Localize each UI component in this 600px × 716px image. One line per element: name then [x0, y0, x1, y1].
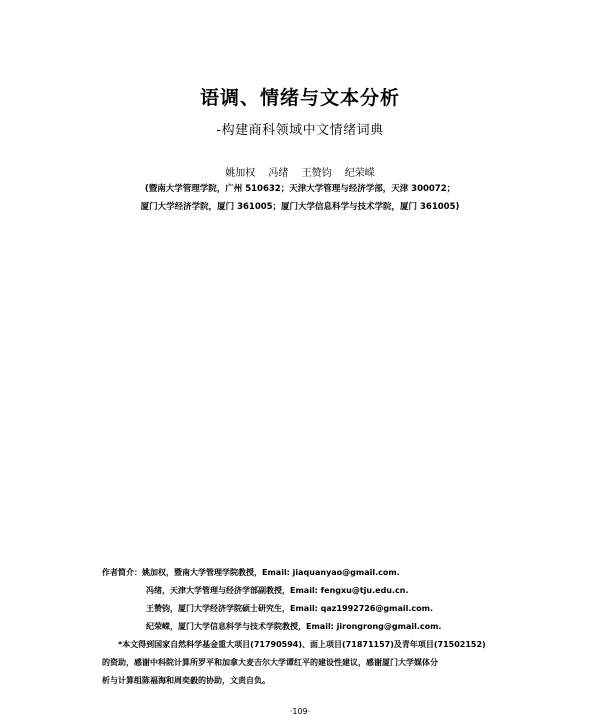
footnote-author-4: 纪荣嵘，厦门大学信息科学与技术学院教授，Email: jirongrong@gmail.com.: [146, 622, 442, 631]
footnote-author-2: 冯绪，天津大学管理与经济学部副教授，Email: fengxu@tju.edu.cn.: [146, 586, 409, 595]
footnote-funding-line: 的资助，感谢中科院计算所罗平和加拿大麦吉尔大学谭红平的建设性建议，感谢厦门大学媒体分: [102, 658, 438, 667]
affiliation-line: (暨南大学管理学院，广州 510632；天津大学管理与经济学部，天津 300072；: [144, 184, 456, 194]
page-number: ·109·: [289, 707, 311, 716]
footnote-funding-line: 析与计算组陈福海和周奕毅的协助，文责自负。: [102, 676, 270, 685]
footnote-author-1: [102, 564, 522, 582]
paper-subtitle: -构建商科领域中文情绪词典: [216, 123, 384, 138]
footnotes: [102, 564, 522, 690]
author-name: 纪荣嵘: [344, 168, 375, 179]
paper-title: 语调、情绪与文本分析: [199, 87, 400, 109]
footnote-intro-label: 作者简介：: [102, 568, 142, 577]
author-list: [0, 164, 600, 179]
author-name: 王赞钧: [301, 168, 332, 179]
footnote-author-3: 王赞钧，厦门大学经济学院硕士研究生，Email: qaz1992726@gmail.com.: [146, 604, 434, 613]
footnote-author-text: 姚加权，暨南大学管理学院教授，Email: jiaquanyao@gmail.com.: [142, 568, 400, 577]
author-name: 冯绪: [268, 168, 289, 179]
footnote-funding-line: *本文得到国家自然科学基金重大项目(71790594)、面上项目(71871157)及青年项目(71502152): [118, 640, 486, 649]
author-name: 姚加权: [225, 168, 256, 179]
affiliation-line: 厦门大学经济学院，厦门 361005；厦门大学信息科学与技术学院，厦门 361005): [140, 202, 460, 212]
